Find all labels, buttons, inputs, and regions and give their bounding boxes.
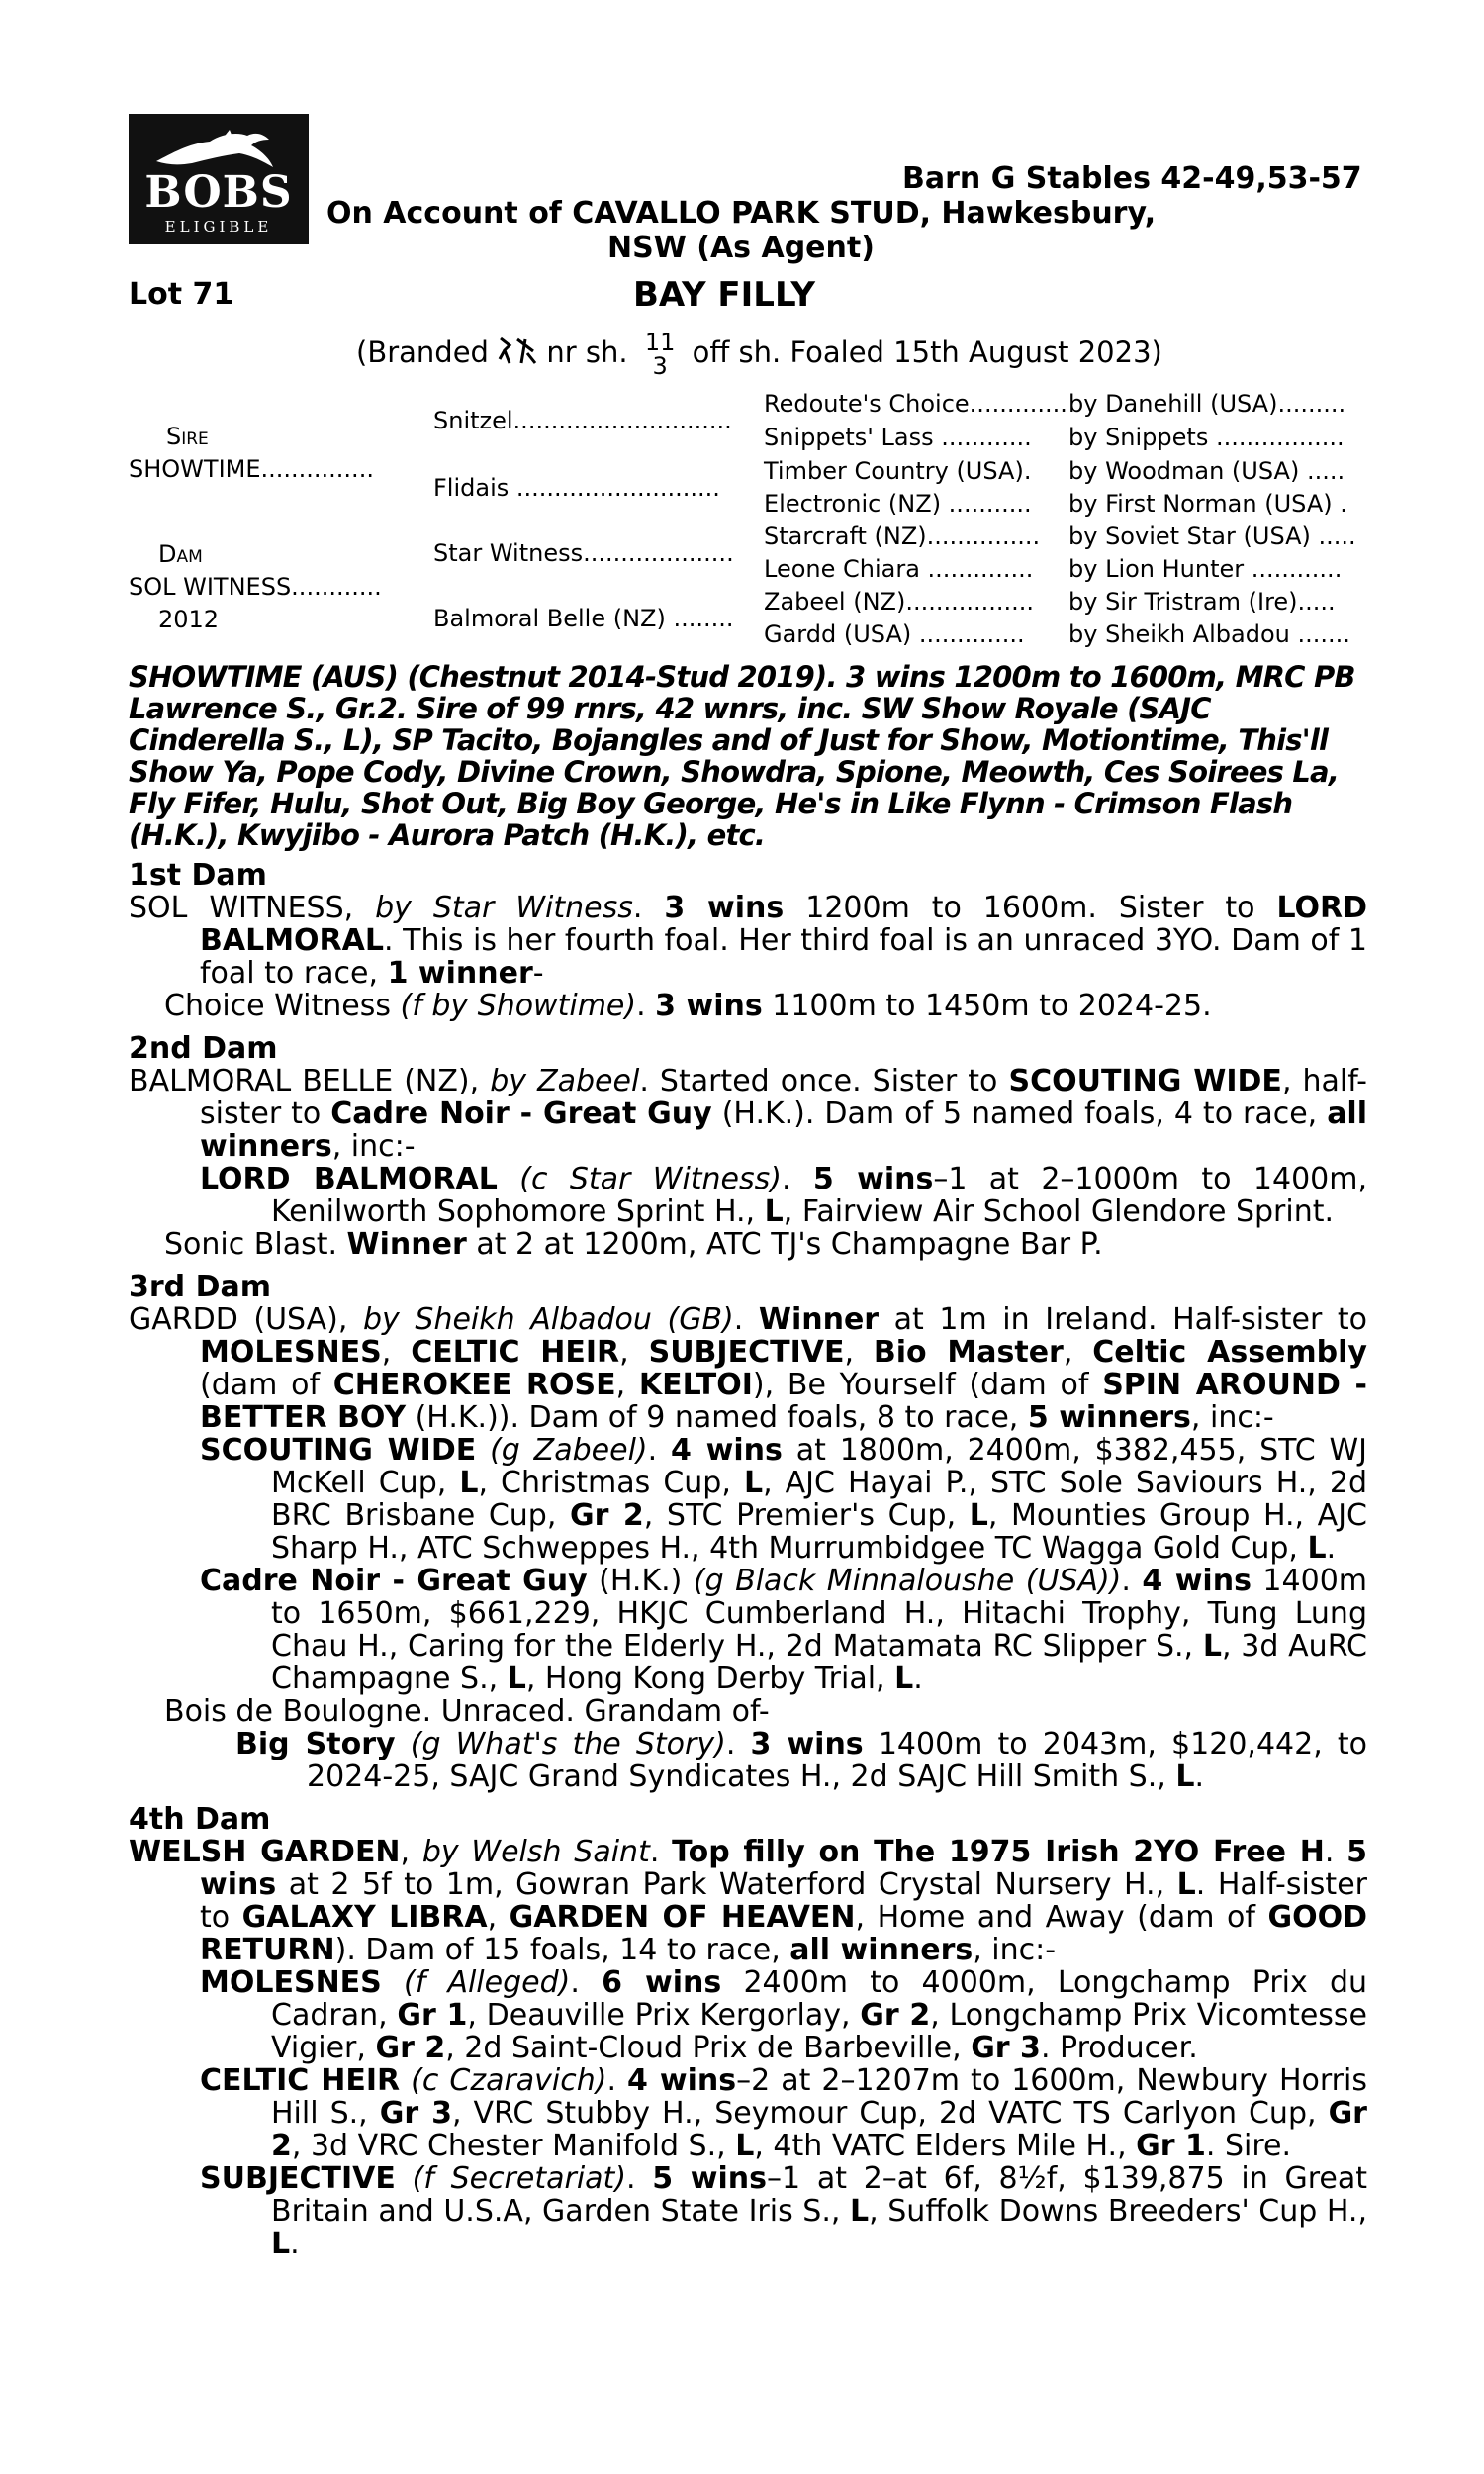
text-run: . bbox=[626, 2161, 653, 2196]
text-run bbox=[396, 1727, 411, 1761]
text-run: 5 wins bbox=[652, 2161, 768, 2196]
lot-number: Lot 71 bbox=[129, 277, 234, 312]
text-run bbox=[382, 1965, 404, 2000]
text-run: L bbox=[271, 2227, 291, 2261]
text-run: ), Be Yourself (dam of bbox=[752, 1368, 1103, 1402]
text-run: . bbox=[913, 1662, 923, 1696]
pedigree-gen3-3: Timber Country (USA). bbox=[764, 457, 1032, 485]
pedigree-gen3-sire-1: by Danehill (USA)......... bbox=[1068, 390, 1346, 418]
text-run: , Hong Kong Derby Trial, bbox=[525, 1662, 895, 1696]
progeny-entry bbox=[129, 1434, 1367, 1565]
text-run: L bbox=[894, 1662, 914, 1696]
brand-suffix: off sh. Foaled 15th August 2023) bbox=[692, 335, 1162, 369]
text-run: 4 wins bbox=[671, 1433, 783, 1468]
pedigree-gen3-sire-7: by Sir Tristram (Ire)..... bbox=[1068, 588, 1336, 616]
text-run: Winner bbox=[346, 1227, 467, 1262]
text-run: , STC Premier's Cup, bbox=[643, 1498, 970, 1533]
text-run: , bbox=[619, 1335, 649, 1370]
text-run: 5 wins bbox=[812, 1162, 934, 1196]
text-run: Bois de Boulogne. Unraced. Grandam of- bbox=[164, 1694, 770, 1729]
section-4th-dam bbox=[129, 1803, 1367, 2260]
text-run: . This is her fourth foal. Her third foal is an unraced 3YO. Dam of 1 foal to race, bbox=[200, 923, 1367, 991]
text-run: Sonic Blast. bbox=[164, 1227, 347, 1262]
text-run: Gr 3 bbox=[379, 2096, 452, 2131]
text-run: . Sire. bbox=[1205, 2129, 1292, 2163]
text-run: Bio Master bbox=[873, 1335, 1064, 1370]
section-heading: 4th Dam bbox=[129, 1802, 271, 1837]
text-run: –1 at 2–1000m to 1400m, Kenilworth Sophomore Sprint H., bbox=[271, 1162, 1368, 1229]
text-run: Gr 2 bbox=[860, 1998, 931, 2033]
text-run: Cadre Noir - Great Guy bbox=[200, 1564, 588, 1598]
dam-paragraph bbox=[129, 1065, 1367, 1163]
section-heading: 2nd Dam bbox=[129, 1031, 278, 1066]
text-run: LORD BALMORAL bbox=[200, 1162, 498, 1196]
text-run: by Zabeel bbox=[490, 1064, 640, 1098]
text-run: L bbox=[764, 1194, 784, 1229]
text-run: , 3d VRC Chester Manifold S., bbox=[291, 2129, 736, 2163]
account-line-2: NSW (As Agent) bbox=[607, 231, 875, 265]
text-run: all winners bbox=[200, 1096, 1367, 1164]
text-run: ). Dam of 15 foals, 14 to race, bbox=[334, 1933, 790, 1967]
text-run: GARDD (USA), bbox=[129, 1302, 364, 1337]
text-run: , half-sister to bbox=[200, 1064, 1368, 1131]
text-run: L bbox=[1176, 1867, 1196, 1902]
dam-paragraph bbox=[129, 892, 1367, 990]
text-run: , bbox=[615, 1368, 639, 1402]
section-2nd-dam bbox=[129, 1032, 1367, 1261]
text-run: (H.K.)). Dam of 9 named foals, 8 to race, bbox=[406, 1400, 1028, 1435]
text-run: SPIN AROUND - BETTER BOY bbox=[200, 1368, 1367, 1435]
text-run: Top filly on The 1975 Irish 2YO Free H bbox=[672, 1835, 1325, 1869]
text-run: - bbox=[532, 956, 544, 991]
pedigree-gen3-sire-8: by Sheikh Albadou ....... bbox=[1068, 620, 1350, 648]
text-run bbox=[400, 2063, 411, 2098]
pedigree-gen3-6: Leone Chiara .............. bbox=[764, 555, 1034, 583]
text-run: at 1800m, 2400m, $382,455, STC WJ McKell Cup, bbox=[271, 1433, 1368, 1500]
text-run: (H.K.) bbox=[587, 1564, 694, 1598]
brand-fraction bbox=[645, 331, 676, 378]
dam-label: Dam bbox=[158, 540, 203, 568]
text-run: . Producer. bbox=[1040, 2031, 1198, 2065]
text-run: (dam of bbox=[200, 1368, 333, 1402]
progeny-entry bbox=[129, 1228, 1367, 1261]
text-run: –2 at 2–1207m to 1600m, Newbury Horris Hill S., bbox=[271, 2063, 1367, 2131]
dam-paragraph bbox=[129, 1303, 1367, 1434]
text-run: Gr 2 bbox=[569, 1498, 644, 1533]
text-run: , inc:- bbox=[1190, 1400, 1274, 1435]
progeny-entry bbox=[129, 1565, 1367, 1695]
text-run: , bbox=[487, 1900, 510, 1935]
text-run: KELTOI bbox=[638, 1368, 753, 1402]
text-run: 3 wins bbox=[655, 989, 763, 1023]
logo-top-text: BOBS bbox=[144, 167, 293, 218]
text-run: . bbox=[636, 989, 656, 1023]
text-run: , VRC Stubby H., Seymour Cup, 2d VATC TS Carlyon Cup, bbox=[451, 2096, 1329, 2131]
progeny-entry bbox=[129, 1163, 1367, 1228]
text-run: , bbox=[381, 1335, 412, 1370]
text-run: , inc:- bbox=[331, 1129, 416, 1164]
text-run: . bbox=[1326, 1531, 1337, 1566]
text-run: , 4th VATC Elders Mile H., bbox=[754, 2129, 1137, 2163]
text-run: MOLESNES bbox=[200, 1335, 382, 1370]
text-run: , Fairview Air School Glendore Sprint. bbox=[783, 1194, 1335, 1229]
text-run bbox=[396, 2161, 413, 2196]
text-run: CELTIC HEIR bbox=[411, 1335, 620, 1370]
text-run: GALAXY LIBRA bbox=[241, 1900, 488, 1935]
text-run: . bbox=[570, 1965, 603, 2000]
text-run: (g What's the Story) bbox=[410, 1727, 726, 1761]
text-run: BALMORAL BELLE (NZ), bbox=[129, 1064, 491, 1098]
pedigree-gen3-4: Electronic (NZ) ........... bbox=[764, 490, 1032, 518]
text-run: Celtic Assembly bbox=[1092, 1335, 1367, 1370]
text-run: 4 wins bbox=[1142, 1564, 1252, 1598]
text-run: 3 wins bbox=[750, 1727, 864, 1761]
pedigree-gen3-1: Redoute's Choice............. bbox=[764, 390, 1067, 418]
text-run: SCOUTING WIDE bbox=[200, 1433, 477, 1468]
text-run: SOL WITNESS, bbox=[129, 891, 376, 925]
text-run: 1400m to 2043m, $120,442, to 2024-25, SAJC Grand Syndicates H., 2d SAJC Hill Smith S., bbox=[307, 1727, 1367, 1794]
text-run: (g Black Minnaloushe (USA)) bbox=[693, 1564, 1122, 1598]
brand-mark-icon bbox=[498, 335, 537, 365]
text-run: (H.K.). Dam of 5 named foals, 4 to race, bbox=[711, 1096, 1328, 1131]
text-run: . bbox=[647, 1433, 672, 1468]
text-run: (c Star Witness) bbox=[519, 1162, 782, 1196]
text-run: , Christmas Cup, bbox=[478, 1466, 744, 1500]
pedigree-gen3-sire-3: by Woodman (USA) ..... bbox=[1068, 457, 1345, 485]
text-run: 1400m to 1650m, $661,229, HKJC Cumberland H., Hitachi Trophy, Tung Lung Chau H., Caring for the Elderly H., 2d Matamata RC Slipper S., bbox=[271, 1564, 1367, 1664]
text-run: CELTIC HEIR bbox=[200, 2063, 401, 2098]
text-run: L bbox=[850, 2194, 870, 2229]
text-run: . bbox=[290, 2227, 300, 2261]
text-run: by Welsh Saint bbox=[421, 1835, 650, 1869]
text-run: 4 wins bbox=[627, 2063, 737, 2098]
text-run: Gr 3 bbox=[971, 2031, 1041, 2065]
text-run: Gr 2 bbox=[271, 2096, 1367, 2163]
sire-name: SHOWTIME............... bbox=[129, 455, 374, 483]
text-run: (f Secretariat) bbox=[412, 2161, 627, 2196]
text-run: L bbox=[735, 2129, 755, 2163]
account-line-1: On Account of CAVALLO PARK STUD, Hawkesbury, bbox=[326, 196, 1157, 231]
text-run: Gr 1 bbox=[1136, 2129, 1206, 2163]
text-run: . bbox=[606, 2063, 628, 2098]
text-run: 3 wins bbox=[664, 891, 785, 925]
brand-fraction-num: 11 bbox=[644, 329, 676, 356]
bobs-eligible-logo bbox=[129, 114, 309, 244]
text-run: 2400m to 4000m, Longchamp Prix du Cadran, bbox=[271, 1965, 1368, 2033]
pedigree-gen3-sire-2: by Snippets ................. bbox=[1068, 424, 1345, 451]
text-run: at 2 at 1200m, ATC TJ's Champagne Bar P. bbox=[466, 1227, 1103, 1262]
text-run: , Longchamp Prix Vicomtesse Vigier, bbox=[271, 1998, 1367, 2065]
progeny-entry bbox=[129, 1695, 1367, 1728]
text-run: , bbox=[1063, 1335, 1093, 1370]
lot-title: BAY FILLY bbox=[633, 275, 815, 315]
dam-name: SOL WITNESS............ bbox=[129, 573, 382, 601]
text-run: 5 wins bbox=[200, 1835, 1367, 1902]
text-run: . bbox=[725, 1727, 751, 1761]
text-run: , Deauville Prix Kergorlay, bbox=[467, 1998, 861, 2033]
brand-middle: nr sh. bbox=[546, 335, 628, 369]
section-1st-dam bbox=[129, 859, 1367, 1022]
text-run: L bbox=[1175, 1760, 1195, 1794]
text-run: Big Story bbox=[235, 1727, 396, 1761]
text-run: 5 winners bbox=[1027, 1400, 1191, 1435]
text-run: 1 winner bbox=[387, 956, 533, 991]
horse-head-icon bbox=[152, 128, 285, 171]
text-run: LORD BALMORAL bbox=[200, 891, 1368, 958]
progeny-entry bbox=[129, 1966, 1367, 2064]
section-heading: 1st Dam bbox=[129, 858, 267, 893]
text-run: (c Czaravich) bbox=[411, 2063, 607, 2098]
pedigree-gen3-7: Zabeel (NZ)................. bbox=[764, 588, 1035, 616]
brand-line bbox=[356, 331, 1162, 378]
text-run: SCOUTING WIDE bbox=[1008, 1064, 1282, 1098]
text-run: L bbox=[1202, 1629, 1222, 1664]
text-run: Cadre Noir - Great Guy bbox=[330, 1096, 712, 1131]
text-run: , 3d AuRC Champagne S., bbox=[271, 1629, 1367, 1696]
brand-fraction-den: 3 bbox=[652, 352, 668, 380]
dam-lines bbox=[129, 859, 1367, 2270]
text-run: , inc:- bbox=[973, 1933, 1057, 1967]
text-run: , bbox=[844, 1335, 874, 1370]
text-run: . Started once. Sister to bbox=[639, 1064, 1009, 1098]
text-run: by Star Witness bbox=[375, 891, 633, 925]
text-run: all winners bbox=[789, 1933, 974, 1967]
text-run: MOLESNES bbox=[200, 1965, 382, 2000]
text-run: Choice Witness bbox=[164, 989, 401, 1023]
dam-paragraph bbox=[129, 1836, 1367, 1966]
dam-foaling-year: 2012 bbox=[158, 606, 220, 633]
text-run: Gr 1 bbox=[397, 1998, 468, 2033]
text-run: 1200m to 1600m. Sister to bbox=[784, 891, 1277, 925]
text-run: . bbox=[1324, 1835, 1347, 1869]
text-run: (f by Showtime) bbox=[400, 989, 637, 1023]
pedigree-gen3-2: Snippets' Lass ............ bbox=[764, 424, 1032, 451]
text-run: 1100m to 1450m to 2024-25. bbox=[762, 989, 1212, 1023]
text-run: . bbox=[733, 1302, 759, 1337]
grand-progeny-entry bbox=[129, 1728, 1367, 1793]
text-run: at 2 5f to 1m, Gowran Park Waterford Crystal Nursery H., bbox=[276, 1867, 1177, 1902]
barn-location: Barn G Stables 42-49,53-57 bbox=[902, 161, 1362, 196]
section-3rd-dam bbox=[129, 1271, 1367, 1793]
text-run: CHEROKEE ROSE bbox=[332, 1368, 616, 1402]
text-run bbox=[498, 1162, 519, 1196]
text-run: GARDEN OF HEAVEN bbox=[509, 1900, 856, 1935]
text-run: . bbox=[1121, 1564, 1143, 1598]
text-run bbox=[476, 1433, 490, 1468]
pedigree-gen3-5: Starcraft (NZ)............... bbox=[764, 523, 1041, 550]
text-run: Winner bbox=[758, 1302, 880, 1337]
pedigree-gen3-sire-4: by First Norman (USA) . bbox=[1068, 490, 1347, 518]
text-run: by Sheikh Albadou (GB) bbox=[363, 1302, 734, 1337]
text-run: 6 wins bbox=[602, 1965, 722, 2000]
text-run: . bbox=[1194, 1760, 1204, 1794]
pedigree-gen2-2: Flidais ........................... bbox=[433, 474, 720, 502]
pedigree-gen2-1: Snitzel............................. bbox=[433, 407, 732, 434]
text-run: . bbox=[632, 891, 665, 925]
text-run: , Home and Away (dam of bbox=[855, 1900, 1268, 1935]
sire-summary: SHOWTIME (AUS) (Chestnut 2014-Stud 2019). 3 wins 1200m to 1600m, MRC PB Lawrence S., Gr.2. Sire of 99 rnrs, 42 wnrs, inc. SW Show Royale (SAJC Cinderella S., L), SP Tacito, Bojangles and of Just for Show, Motiontime, This'll Show Ya, Pope Cody, Divine Crown, Showdra, Spione, Meowth, Ces Soirees La, Fly Fifer, Hulu, Shot Out, Big Boy George, He's in Like Flynn - Crimson Flash (H.K.), Kwyjibo - Aurora Patch (H.K.), etc. bbox=[129, 660, 1355, 852]
pedigree-gen2-4: Balmoral Belle (NZ) ........ bbox=[433, 605, 734, 632]
pedigree-gen2-3: Star Witness.................... bbox=[433, 539, 734, 567]
text-run: L bbox=[743, 1466, 764, 1500]
text-run: (f Alleged) bbox=[403, 1965, 571, 2000]
progeny-entry bbox=[129, 2064, 1367, 2162]
brand-prefix: (Branded bbox=[356, 335, 489, 369]
text-run: , Suffolk Downs Breeders' Cup H., bbox=[869, 2194, 1367, 2229]
text-run: SUBJECTIVE bbox=[648, 1335, 845, 1370]
pedigree-gen3-sire-5: by Soviet Star (USA) ..... bbox=[1068, 523, 1356, 550]
section-heading: 3rd Dam bbox=[129, 1270, 271, 1304]
text-run: SUBJECTIVE bbox=[200, 2161, 396, 2196]
logo-bottom-text: ELIGIBLE bbox=[164, 218, 273, 236]
text-run: GOOD RETURN bbox=[200, 1900, 1368, 1967]
text-run: . bbox=[649, 1835, 673, 1869]
text-run: WELSH GARDEN bbox=[129, 1835, 401, 1869]
text-run: Gr 2 bbox=[375, 2031, 446, 2065]
pedigree-gen3-8: Gardd (USA) .............. bbox=[764, 620, 1025, 648]
text-run: L bbox=[1307, 1531, 1327, 1566]
text-run: at 1m in Ireland. Half-sister to bbox=[879, 1302, 1367, 1337]
text-run: –1 at 2–at 6f, 8½f, $139,875 in Great Britain and U.S.A, Garden State Iris S., bbox=[271, 2161, 1368, 2229]
text-run: L bbox=[507, 1662, 526, 1696]
text-run: . bbox=[781, 1162, 813, 1196]
text-run: , Mounties Group H., AJC Sharp H., ATC Schweppes H., 4th Murrumbidgee TC Wagga Gold Cup, bbox=[271, 1498, 1367, 1566]
text-run: L bbox=[969, 1498, 988, 1533]
text-run: , 2d Saint-Cloud Prix de Barbeville, bbox=[445, 2031, 972, 2065]
text-run: (g Zabeel) bbox=[490, 1433, 648, 1468]
progeny-entry bbox=[129, 990, 1367, 1022]
progeny-entry bbox=[129, 2162, 1367, 2260]
text-run: . Half-sister to bbox=[200, 1867, 1367, 1935]
text-run: , bbox=[400, 1835, 422, 1869]
text-run: , AJC Hayai P., STC Sole Saviours H., 2d BRC Brisbane Cup, bbox=[271, 1466, 1368, 1533]
pedigree-gen3-sire-6: by Lion Hunter ............ bbox=[1068, 555, 1343, 583]
sire-label: Sire bbox=[166, 423, 209, 450]
text-run: L bbox=[459, 1466, 479, 1500]
